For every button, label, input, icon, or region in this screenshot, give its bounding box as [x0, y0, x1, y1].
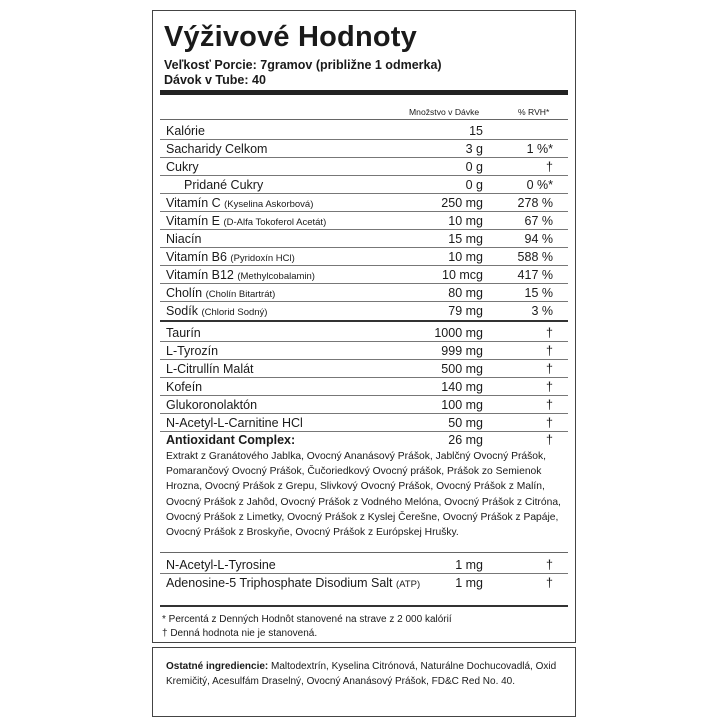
nutrient-label: Sodík — [166, 303, 198, 318]
nutrient-amount: 15 — [469, 123, 483, 138]
nutrient-label: Kalórie — [166, 123, 205, 138]
nutrient-label: Vitamín B12 — [166, 267, 234, 282]
nutrient-dv: 417 % — [517, 267, 553, 282]
amount-header: Množstvo v Dávke — [409, 107, 480, 117]
table-row — [160, 230, 568, 248]
nutrient-source: (Methylcobalamin) — [237, 270, 315, 282]
nutrient-name — [166, 268, 315, 282]
nutrient-source: (Kyselina Askorbová) — [224, 198, 314, 210]
table-row — [160, 176, 568, 194]
nutrient-label: Vitamín E — [166, 213, 220, 228]
nutrient-amount: 140 mg — [441, 379, 483, 394]
nutrient-amount: 10 mg — [448, 213, 483, 228]
nutrient-name — [166, 558, 276, 572]
table-row — [160, 574, 568, 592]
nutrient-dv: 0 %* — [526, 177, 553, 192]
table-row — [160, 324, 568, 342]
nutrient-amount: 100 mg — [441, 397, 483, 412]
nutrient-dv: 15 % — [524, 285, 553, 300]
nutrient-dv: 94 % — [524, 231, 553, 246]
nutrient-amount: 10 mcg — [442, 267, 483, 282]
nutrient-amount: 3 g — [465, 141, 483, 156]
nutrient-label: Sacharidy Celkom — [166, 141, 268, 156]
nutrient-amount: 80 mg — [448, 285, 483, 300]
nutrient-amount: 1000 mg — [434, 325, 483, 340]
nutrient-amount: 0 g — [465, 159, 483, 174]
nutrient-amount: 10 mg — [448, 249, 483, 264]
nutrient-label: N-Acetyl-L-Carnitine HCl — [166, 415, 303, 430]
footnote-dagger: † Denná hodnota nie je stanovená. — [162, 628, 318, 639]
table-row — [160, 248, 568, 266]
table-row — [160, 302, 568, 320]
nutrient-label: Glukoronolaktón — [166, 397, 258, 412]
section-divider — [160, 320, 568, 322]
table-row — [160, 360, 568, 378]
nutrient-dv: 278 % — [517, 195, 553, 210]
nutrient-amount: 999 mg — [441, 343, 483, 358]
nutrient-amount: 250 mg — [441, 195, 483, 210]
ingredients-list: Maltodextrín, Kyselina Citrónová, Naturálne Dochucovadlá, Oxid Kremičitý, Acesulfám Draselný, Ovocný Ananásový Prášok, FD&C Red No. 40. — [166, 661, 557, 687]
nutrient-dv: 1 %* — [526, 141, 553, 156]
serving-size — [164, 58, 442, 72]
ingredients-label: Ostatné ingrediencie: — [166, 661, 269, 672]
nutrient-label: L-Tyrozín — [166, 343, 219, 358]
footnote-divider — [160, 605, 568, 607]
nutrient-source: (Cholín Bitartrát) — [205, 288, 276, 300]
nutrient-name — [166, 304, 267, 318]
nutrient-dv: † — [546, 415, 553, 430]
nutrient-dv: † — [546, 397, 553, 412]
table-row — [160, 414, 568, 432]
table-row — [160, 556, 568, 574]
nutrient-name — [166, 576, 420, 590]
nutrient-amount: 50 mg — [448, 415, 483, 430]
nutrient-name — [166, 214, 326, 228]
nutrient-dv: † — [546, 325, 553, 340]
nutrient-amount: 79 mg — [448, 303, 483, 318]
header-divider — [160, 119, 568, 120]
nutrient-amount: 1 mg — [455, 557, 483, 572]
nutrient-label: Cukry — [166, 159, 199, 174]
nutrient-label: Niacín — [166, 231, 202, 246]
nutrient-label: Vitamín C — [166, 195, 221, 210]
nutrient-name — [166, 344, 218, 358]
antioxidant-dv: † — [546, 433, 553, 447]
serving-size-value: 7gramov (približne 1 odmerka) — [260, 58, 442, 72]
nutrient-dv: 3 % — [531, 303, 553, 318]
nutrient-source: (Chlorid Sodný) — [201, 306, 268, 318]
footnote-dv: * Percentá z Denných Hodnôt stanovené na strave z 2 000 kalórií — [162, 614, 452, 625]
nutrient-dv: 588 % — [517, 249, 553, 264]
nutrient-source: (ATP) — [396, 578, 421, 590]
table-row — [160, 212, 568, 230]
serving-size-label: Veľkosť Porcie: — [164, 58, 257, 72]
table-row — [160, 122, 568, 140]
nutrient-dv: † — [546, 575, 553, 590]
nutrient-label: Taurín — [166, 325, 201, 340]
table-row — [160, 378, 568, 396]
antioxidant-amount: 26 mg — [448, 433, 483, 447]
nutrient-name — [166, 232, 201, 246]
nutrient-name — [166, 380, 202, 394]
other-ingredients-panel — [152, 647, 576, 717]
table-row — [160, 342, 568, 360]
nutrient-name — [166, 124, 205, 138]
nutrient-label: Pridané Cukry — [184, 177, 264, 192]
nutrient-dv: † — [546, 379, 553, 394]
servings-per-container — [164, 73, 266, 87]
table-row — [160, 194, 568, 212]
nutrient-dv: 67 % — [524, 213, 553, 228]
nutrient-dv: † — [546, 557, 553, 572]
table-row — [160, 396, 568, 414]
nutrient-source: (Pyridoxín HCl) — [230, 252, 295, 264]
nutrient-label: Vitamín B6 — [166, 249, 227, 264]
nutrient-source: (D-Alfa Tokoferol Acetát) — [223, 216, 327, 228]
nutrient-amount: 0 g — [465, 177, 483, 192]
nutrient-label: Adenosine-5 Triphosphate Disodium Salt — [166, 575, 393, 590]
servings-label: Dávok v Tube: — [164, 73, 249, 87]
nutrient-label: Cholín — [166, 285, 203, 300]
nutrient-name — [166, 160, 199, 174]
nutrition-facts-panel — [152, 10, 576, 643]
antioxidant-title: Antioxidant Complex: — [166, 433, 296, 447]
thick-divider — [160, 90, 568, 95]
nutrient-name — [184, 178, 263, 192]
nutrient-amount: 500 mg — [441, 361, 483, 376]
nutrient-name — [166, 326, 201, 340]
other-ingredients — [166, 660, 561, 689]
nutrient-dv: † — [546, 159, 553, 174]
nutrient-label: Kofeín — [166, 379, 203, 394]
nutrient-name — [166, 362, 254, 376]
nutrient-dv: † — [546, 343, 553, 358]
nutrient-name — [166, 286, 275, 300]
table-row — [160, 284, 568, 302]
servings-value: 40 — [252, 73, 266, 87]
row-divider — [160, 431, 568, 432]
nutrient-amount: 15 mg — [448, 231, 483, 246]
nutrient-label: N-Acetyl-L-Tyrosine — [166, 557, 276, 572]
table-row — [160, 266, 568, 284]
nutrient-name — [166, 416, 303, 430]
nutrient-dv: † — [546, 361, 553, 376]
antioxidant-ingredients: Extrakt z Granátového Jablka, Ovocný Ananásový Prášok, Jablčný Ovocný Prášok, Pomarančový Ovocný Prášok, Čučoriedkový Ovocný prášok, Prášok zo Semienok Hrozna, Ovocný Prášok z Grepu, Slivkový Ovocný Prášok, Ovocný Prášok z Malín, Ovocný Prášok z Jahôd, Ovocný Prášok z Vodného Melóna, Ovocný Prášok z Citróna, Ovocný Prášok z Limetky, Ovocný Prášok z Kyslej Čerešne, Ovocný Prášok z Papáje, Ovocný Prášok z Broskyňe, Ovocný Prášok z Európskej Hrušky. — [166, 451, 561, 539]
antioxidant-divider — [160, 552, 568, 553]
nutrient-name — [166, 398, 257, 412]
nutrient-name — [166, 142, 267, 156]
dv-header: % RVH* — [518, 107, 550, 117]
table-row — [160, 140, 568, 158]
table-row — [160, 158, 568, 176]
nutrient-name — [166, 196, 313, 210]
nutrient-name — [166, 250, 295, 264]
panel-title: Výživové Hodnoty — [164, 21, 417, 53]
nutrient-label: L-Citrullín Malát — [166, 361, 254, 376]
nutrient-amount: 1 mg — [455, 575, 483, 590]
